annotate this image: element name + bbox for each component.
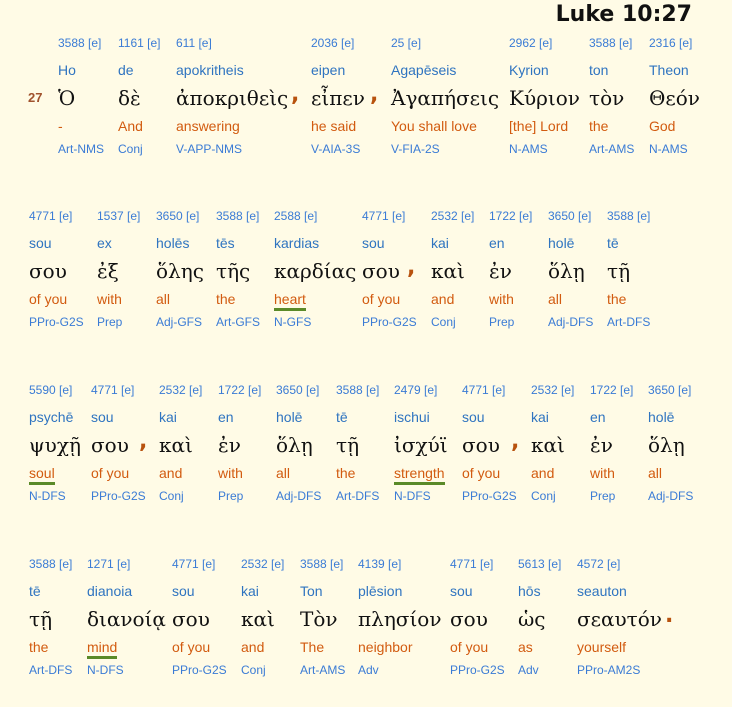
strongs-number-link[interactable]: 4771 [e] [91, 383, 135, 397]
parsing-link[interactable]: V-APP-NMS [176, 142, 243, 156]
english-gloss: of you [462, 465, 501, 481]
english-gloss: the [336, 465, 356, 481]
strongs-number-link[interactable]: 5590 [e] [29, 383, 73, 397]
english-gloss: of you [450, 639, 489, 655]
english-gloss: - [58, 118, 63, 134]
english-gloss: strength [394, 465, 445, 485]
greek-word: σου [450, 607, 488, 631]
parsing-link[interactable]: Art-DFS [607, 315, 651, 329]
parsing-link[interactable]: Art-DFS [29, 663, 73, 677]
greek-word: καὶ [241, 607, 275, 631]
greek-word: ὅλῃ [276, 433, 313, 457]
greek-word: καὶ [159, 433, 193, 457]
parsing-link[interactable]: Prep [218, 489, 244, 503]
strongs-number-link[interactable]: 3588 [e] [58, 36, 102, 50]
punctuation-mark: , [291, 82, 300, 107]
parsing-link[interactable]: Conj [431, 315, 456, 329]
strongs-number-link[interactable]: 3650 [e] [276, 383, 320, 397]
transliteration: kai [159, 409, 177, 425]
english-gloss: soul [29, 465, 55, 485]
english-gloss: heart [274, 291, 306, 311]
transliteration: sou [172, 583, 195, 599]
transliteration: Theon [649, 62, 689, 78]
greek-word: σου [172, 607, 210, 631]
transliteration: kai [241, 583, 259, 599]
parsing-link[interactable]: PPro-G2S [450, 663, 505, 677]
strongs-number-link[interactable]: 1271 [e] [87, 557, 131, 571]
strongs-number-link[interactable]: 1537 [e] [97, 209, 141, 223]
transliteration: kai [431, 235, 449, 251]
english-gloss: mind [87, 639, 117, 659]
parsing-link[interactable]: N-AMS [509, 142, 548, 156]
english-gloss: yourself [577, 639, 627, 655]
verse-number[interactable]: 27 [28, 90, 43, 105]
parsing-link[interactable]: Conj [241, 663, 266, 677]
english-gloss: the [29, 639, 49, 655]
transliteration: tē [336, 409, 348, 425]
transliteration: sou [450, 583, 473, 599]
punctuation-mark: , [407, 255, 416, 280]
greek-word: ἐν [590, 433, 613, 457]
parsing-link[interactable]: Adj-DFS [276, 489, 322, 503]
verse-line [0, 557, 732, 707]
strongs-number-link[interactable]: 2479 [e] [394, 383, 438, 397]
greek-word: ἀποκριθεὶς [176, 86, 289, 110]
punctuation-mark: , [139, 429, 148, 454]
strongs-number-link[interactable]: 2036 [e] [311, 36, 355, 50]
strongs-number-link[interactable]: 4771 [e] [462, 383, 506, 397]
punctuation-mark: . [665, 603, 674, 628]
greek-word: Τὸν [300, 607, 338, 631]
greek-word: τῆς [216, 259, 251, 283]
english-gloss: the [607, 291, 627, 307]
greek-word: ἰσχύϊ [394, 433, 448, 457]
greek-word: ὅλης [156, 259, 204, 283]
strongs-number-link[interactable]: 4572 [e] [577, 557, 621, 571]
strongs-number-link[interactable]: 2532 [e] [241, 557, 285, 571]
transliteration: Agapēseis [391, 62, 457, 78]
parsing-link[interactable]: Adj-GFS [156, 315, 203, 329]
strongs-number-link[interactable]: 1722 [e] [590, 383, 634, 397]
english-gloss: the [216, 291, 236, 307]
greek-word: τὸν [589, 86, 625, 110]
greek-word: σου [29, 259, 67, 283]
english-gloss: with [97, 291, 122, 307]
greek-word: σεαυτόν [577, 607, 662, 631]
english-gloss: all [648, 465, 663, 481]
greek-word: Θεόν [649, 86, 700, 110]
greek-word: τῇ [29, 607, 53, 631]
english-gloss: as [518, 639, 533, 655]
english-gloss: and [241, 639, 265, 655]
strongs-number-link[interactable]: 4771 [e] [29, 209, 73, 223]
transliteration: de [118, 62, 134, 78]
transliteration: holē [548, 235, 575, 251]
parsing-link[interactable]: Art-DFS [336, 489, 380, 503]
greek-word: πλησίον [358, 607, 442, 631]
parsing-link[interactable]: Adv [358, 663, 379, 677]
greek-word: σου [362, 259, 400, 283]
transliteration: Ton [300, 583, 323, 599]
strongs-number-link[interactable]: 2962 [e] [509, 36, 553, 50]
parsing-link[interactable]: Conj [531, 489, 556, 503]
verse-line [0, 209, 732, 359]
transliteration: apokritheis [176, 62, 244, 78]
greek-word: δὲ [118, 86, 141, 110]
strongs-number-link[interactable]: 2532 [e] [531, 383, 575, 397]
parsing-link[interactable]: V-AIA-3S [311, 142, 361, 156]
greek-word: ἐν [489, 259, 512, 283]
parsing-link[interactable]: PPro-G2S [172, 663, 227, 677]
strongs-number-link[interactable]: 25 [e] [391, 36, 422, 50]
strongs-number-link[interactable]: 2532 [e] [431, 209, 475, 223]
greek-word: εἶπεν [311, 86, 365, 110]
strongs-number-link[interactable]: 1161 [e] [118, 36, 161, 50]
parsing-link[interactable]: N-GFS [274, 315, 312, 329]
parsing-link[interactable]: PPro-G2S [91, 489, 146, 503]
greek-word: ὅλῃ [648, 433, 685, 457]
english-gloss: of you [91, 465, 130, 481]
greek-word: τῇ [607, 259, 631, 283]
greek-word: ψυχῇ [29, 433, 81, 457]
english-gloss: and [159, 465, 183, 481]
transliteration: tēs [216, 235, 235, 251]
strongs-number-link[interactable]: 4771 [e] [450, 557, 494, 571]
greek-word: καὶ [431, 259, 465, 283]
strongs-number-link[interactable]: 3588 [e] [589, 36, 633, 50]
transliteration: sou [462, 409, 485, 425]
english-gloss: and [431, 291, 455, 307]
strongs-number-link[interactable]: 3588 [e] [29, 557, 73, 571]
english-gloss: and [531, 465, 555, 481]
english-gloss: God [649, 118, 676, 134]
parsing-link[interactable]: N-DFS [87, 663, 124, 677]
strongs-number-link[interactable]: 1722 [e] [489, 209, 533, 223]
greek-word: Ὁ [58, 86, 76, 110]
strongs-number-link[interactable]: 3650 [e] [648, 383, 692, 397]
english-gloss: all [548, 291, 563, 307]
transliteration: holē [276, 409, 303, 425]
transliteration: plēsion [358, 583, 403, 599]
parsing-link[interactable]: N-AMS [649, 142, 688, 156]
strongs-number-link[interactable]: 4771 [e] [362, 209, 406, 223]
verse-line [0, 36, 732, 186]
parsing-link[interactable]: Prep [97, 315, 123, 329]
transliteration: ton [589, 62, 609, 78]
parsing-link[interactable]: Conj [159, 489, 184, 503]
parsing-link[interactable]: Adv [518, 663, 539, 677]
parsing-link[interactable]: Prep [590, 489, 616, 503]
english-gloss: The [300, 639, 325, 655]
verse-reference[interactable]: Luke 10:27 [555, 2, 692, 27]
transliteration: en [489, 235, 505, 251]
transliteration: holē [648, 409, 675, 425]
parsing-link[interactable]: N-DFS [29, 489, 66, 503]
transliteration: sou [362, 235, 385, 251]
transliteration: psychē [29, 409, 74, 425]
transliteration: kardias [274, 235, 320, 251]
english-gloss: the [589, 118, 609, 134]
transliteration: tē [607, 235, 619, 251]
transliteration: sou [29, 235, 52, 251]
english-gloss: he said [311, 118, 357, 134]
parsing-link[interactable]: Prep [489, 315, 515, 329]
transliteration: eipen [311, 62, 346, 78]
parsing-link[interactable]: Adj-DFS [548, 315, 594, 329]
greek-word: ἐξ [97, 259, 119, 283]
english-gloss: all [276, 465, 291, 481]
transliteration: ex [97, 235, 112, 251]
strongs-number-link[interactable]: 4139 [e] [358, 557, 402, 571]
strongs-number-link[interactable]: 1722 [e] [218, 383, 262, 397]
greek-word: τῇ [336, 433, 360, 457]
strongs-number-link[interactable]: 2532 [e] [159, 383, 203, 397]
greek-word: ἐν [218, 433, 241, 457]
greek-word: σου [462, 433, 500, 457]
english-gloss: You shall love [391, 118, 477, 134]
english-gloss: of you [29, 291, 68, 307]
transliteration: Ho [58, 62, 76, 78]
transliteration: kai [531, 409, 549, 425]
greek-word: Ἀγαπήσεις [391, 86, 500, 110]
english-gloss: And [118, 118, 143, 134]
transliteration: sou [91, 409, 114, 425]
greek-word: Κύριον [509, 86, 580, 110]
transliteration: Kyrion [509, 62, 549, 78]
strongs-number-link[interactable]: 2316 [e] [649, 36, 693, 50]
strongs-number-link[interactable]: 3588 [e] [336, 383, 380, 397]
strongs-number-link[interactable]: 3650 [e] [156, 209, 200, 223]
transliteration: holēs [156, 235, 190, 251]
parsing-link[interactable]: PPro-AM2S [577, 663, 641, 677]
transliteration: ischui [394, 409, 430, 425]
english-gloss: with [489, 291, 514, 307]
greek-word: ὡς [518, 607, 546, 631]
english-gloss: neighbor [358, 639, 413, 655]
strongs-number-link[interactable]: 5613 [e] [518, 557, 562, 571]
parsing-link[interactable]: PPro-G2S [362, 315, 417, 329]
english-gloss: with [590, 465, 615, 481]
transliteration: hōs [518, 583, 541, 599]
english-gloss: all [156, 291, 171, 307]
parsing-link[interactable]: Art-AMS [589, 142, 635, 156]
parsing-link[interactable]: PPro-G2S [462, 489, 517, 503]
strongs-number-link[interactable]: 3650 [e] [548, 209, 592, 223]
transliteration: en [590, 409, 606, 425]
parsing-link[interactable]: N-DFS [394, 489, 431, 503]
strongs-number-link[interactable]: 2588 [e] [274, 209, 318, 223]
parsing-link[interactable]: Art-GFS [216, 315, 260, 329]
parsing-link[interactable]: PPro-G2S [29, 315, 84, 329]
english-gloss: [the] Lord [509, 118, 569, 134]
strongs-number-link[interactable]: 3588 [e] [216, 209, 260, 223]
parsing-link[interactable]: Adj-DFS [648, 489, 694, 503]
greek-word: καὶ [531, 433, 565, 457]
transliteration: tē [29, 583, 41, 599]
punctuation-mark: , [511, 429, 520, 454]
transliteration: dianoia [87, 583, 133, 599]
greek-word: ὅλῃ [548, 259, 585, 283]
strongs-number-link[interactable]: 611 [e] [176, 36, 212, 50]
english-gloss: with [218, 465, 243, 481]
parsing-link[interactable]: Art-NMS [58, 142, 104, 156]
strongs-number-link[interactable]: 4771 [e] [172, 557, 216, 571]
greek-word: καρδίας [274, 259, 357, 283]
transliteration: en [218, 409, 234, 425]
strongs-number-link[interactable]: 3588 [e] [607, 209, 651, 223]
parsing-link[interactable]: Conj [118, 142, 143, 156]
english-gloss: of you [172, 639, 211, 655]
english-gloss: of you [362, 291, 401, 307]
greek-word: σου [91, 433, 129, 457]
parsing-link[interactable]: V-FIA-2S [391, 142, 440, 156]
parsing-link[interactable]: Art-AMS [300, 663, 346, 677]
transliteration: seauton [577, 583, 627, 599]
greek-word: διανοίᾳ [87, 607, 166, 631]
verse-line [0, 383, 732, 533]
english-gloss: answering [176, 118, 240, 134]
strongs-number-link[interactable]: 3588 [e] [300, 557, 344, 571]
punctuation-mark: , [370, 82, 379, 107]
